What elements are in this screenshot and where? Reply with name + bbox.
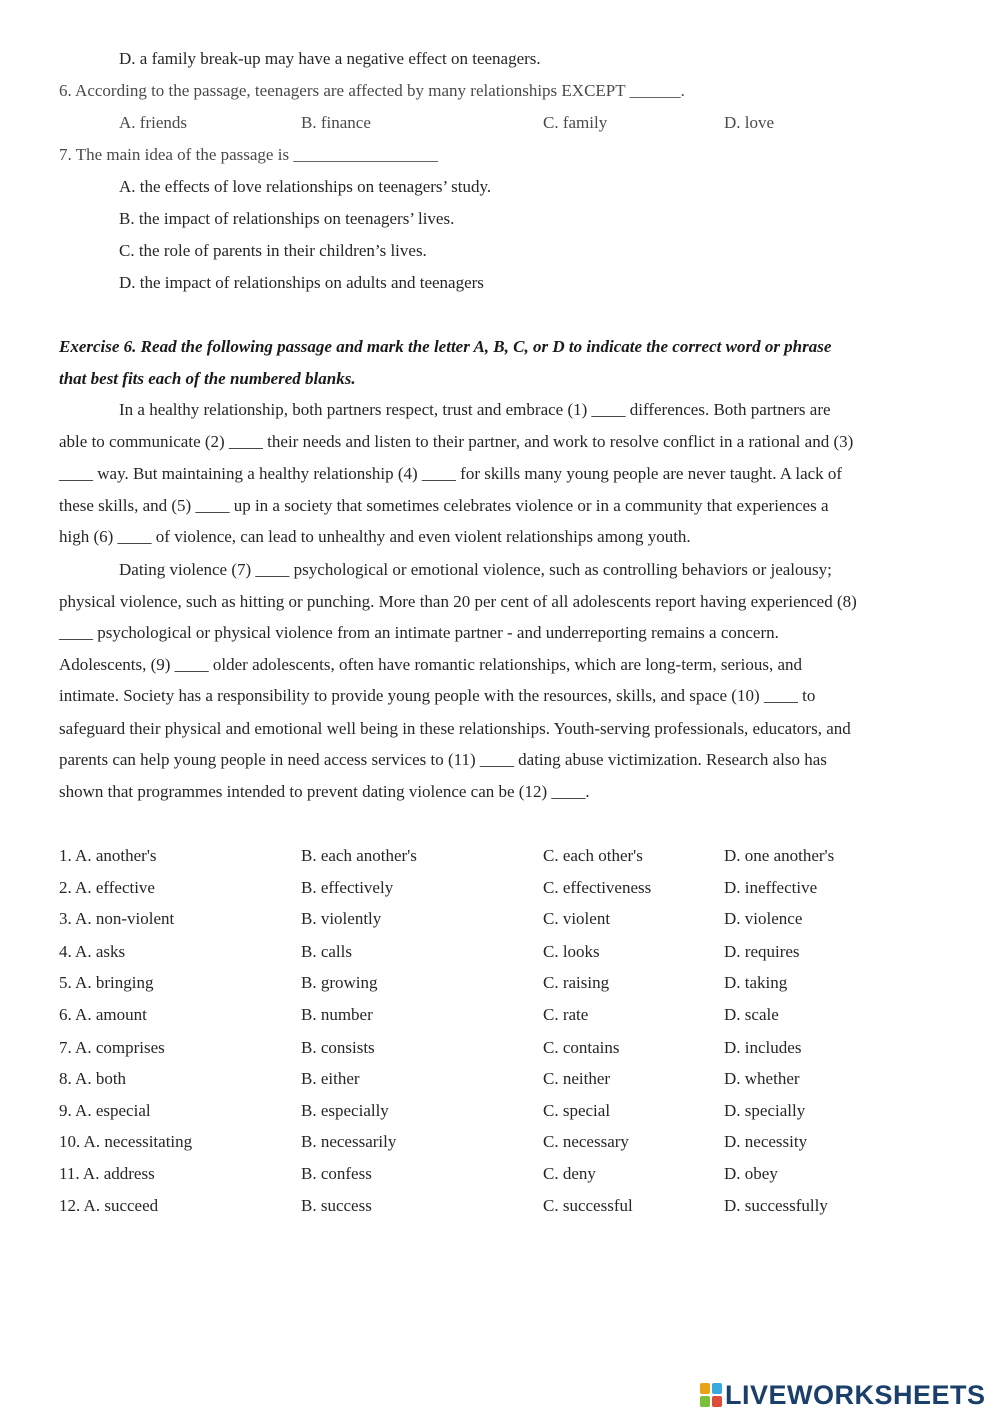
- answer-option[interactable]: 3. A. non-violent: [59, 909, 175, 928]
- answer-option[interactable]: C. violent: [543, 909, 611, 928]
- passage-line: ____ psychological or physical violence from an intimate partner - and underreporting remains a concern.: [59, 623, 779, 642]
- answer-option[interactable]: D. scale: [724, 1005, 779, 1024]
- answer-option[interactable]: B. success: [301, 1196, 372, 1215]
- liveworksheets-logo-text: LIVEWORKSHEETS: [725, 1379, 986, 1410]
- answer-option[interactable]: 2. A. effective: [59, 878, 155, 897]
- liveworksheets-logo-icon: [700, 1383, 722, 1407]
- q6-stem: 6. According to the passage, teenagers are affected by many relationships EXCEPT ______.: [59, 81, 685, 100]
- answer-option[interactable]: C. contains: [543, 1038, 620, 1057]
- answer-option[interactable]: B. each another's: [301, 846, 417, 865]
- exercise6-instruction-line1: Exercise 6. Read the following passage and mark the letter A, B, C, or D to indicate the correct word or phrase: [59, 337, 832, 356]
- answer-option[interactable]: B. effectively: [301, 878, 394, 897]
- answer-option[interactable]: 9. A. especial: [59, 1101, 151, 1120]
- answer-option[interactable]: 8. A. both: [59, 1069, 127, 1088]
- passage-line: ____ way. But maintaining a healthy relationship (4) ____ for skills many young people are never taught. A lack of: [59, 464, 843, 483]
- answer-option[interactable]: C. raising: [543, 973, 610, 992]
- answer-option[interactable]: C. rate: [543, 1005, 589, 1024]
- answer-option[interactable]: C. effectiveness: [543, 878, 652, 897]
- answer-option[interactable]: D. includes: [724, 1038, 802, 1057]
- answer-option[interactable]: B. violently: [301, 909, 382, 928]
- answer-row-6: [0, 1005, 1000, 1027]
- answer-row-9: [0, 1101, 1000, 1123]
- answer-option[interactable]: C. looks: [543, 942, 600, 961]
- answer-option[interactable]: 4. A. asks: [59, 942, 126, 961]
- answer-row-8: [0, 1069, 1000, 1091]
- answer-option[interactable]: D. obey: [724, 1164, 778, 1183]
- answer-option[interactable]: 5. A. bringing: [59, 973, 154, 992]
- liveworksheets-logo[interactable]: [700, 1380, 986, 1410]
- answer-option[interactable]: C. deny: [543, 1164, 596, 1183]
- answer-option[interactable]: B. growing: [301, 973, 378, 992]
- answer-option[interactable]: B. especially: [301, 1101, 389, 1120]
- answer-option[interactable]: B. calls: [301, 942, 352, 961]
- q7-option-d[interactable]: D. the impact of relationships on adults and teenagers: [119, 273, 484, 292]
- answer-option[interactable]: B. number: [301, 1005, 373, 1024]
- answer-row-3: [0, 909, 1000, 931]
- exercise6-instruction-line2: that best fits each of the numbered blanks.: [59, 369, 356, 388]
- passage-line: shown that programmes intended to prevent dating violence can be (12) ____.: [59, 782, 590, 801]
- answer-option[interactable]: D. specially: [724, 1101, 806, 1120]
- answer-option[interactable]: B. confess: [301, 1164, 372, 1183]
- answer-option[interactable]: D. requires: [724, 942, 800, 961]
- answer-option[interactable]: B. necessarily: [301, 1132, 397, 1151]
- answer-option[interactable]: B. consists: [301, 1038, 375, 1057]
- passage-line: In a healthy relationship, both partners respect, trust and embrace (1) ____ differences. Both partners are: [119, 400, 831, 419]
- q7-option-b[interactable]: B. the impact of relationships on teenagers’ lives.: [119, 209, 455, 228]
- q6-option-c[interactable]: C. family: [543, 113, 608, 132]
- answer-option[interactable]: 6. A. amount: [59, 1005, 147, 1024]
- answer-option[interactable]: B. either: [301, 1069, 360, 1088]
- answer-row-10: [0, 1132, 1000, 1154]
- answer-option[interactable]: D. violence: [724, 909, 803, 928]
- answer-option[interactable]: 1. A. another's: [59, 846, 157, 865]
- answer-option[interactable]: 11. A. address: [59, 1164, 155, 1183]
- passage-line: parents can help young people in need access services to (11) ____ dating abuse victimization. Research also has: [59, 750, 827, 769]
- answer-option[interactable]: 10. A. necessitating: [59, 1132, 193, 1151]
- logo-square: [700, 1396, 710, 1407]
- logo-square: [712, 1383, 722, 1394]
- answer-row-7: [0, 1038, 1000, 1060]
- answer-row-11: [0, 1164, 1000, 1186]
- passage-line: physical violence, such as hitting or punching. More than 20 per cent of all adolescents report having experienced (8): [59, 592, 857, 611]
- passage-line: these skills, and (5) ____ up in a society that sometimes celebrates violence or in a community that experiences a: [59, 496, 829, 515]
- passage-line: Dating violence (7) ____ psychological or emotional violence, such as controlling behaviors or jealousy;: [119, 560, 832, 579]
- passage-line: safeguard their physical and emotional well being in these relationships. Youth-serving professionals, educators, and: [59, 719, 851, 738]
- answer-row-2: [0, 878, 1000, 900]
- q7-stem: 7. The main idea of the passage is _________________: [59, 145, 438, 164]
- answer-row-4: [0, 942, 1000, 964]
- answer-option[interactable]: C. neither: [543, 1069, 611, 1088]
- q5-option-d: D. a family break-up may have a negative effect on teenagers.: [119, 49, 541, 68]
- passage-line: Adolescents, (9) ____ older adolescents, often have romantic relationships, which are long-term, serious, and: [59, 655, 803, 674]
- logo-square: [712, 1396, 722, 1407]
- answer-option[interactable]: 7. A. comprises: [59, 1038, 165, 1057]
- answer-row-12: [0, 1196, 1000, 1218]
- logo-square: [700, 1383, 710, 1394]
- answer-option[interactable]: D. taking: [724, 973, 788, 992]
- answer-option[interactable]: D. ineffective: [724, 878, 818, 897]
- answer-option[interactable]: 12. A. succeed: [59, 1196, 159, 1215]
- q6-option-b[interactable]: B. finance: [301, 113, 371, 132]
- q7-option-c[interactable]: C. the role of parents in their children’s lives.: [119, 241, 427, 260]
- answer-option[interactable]: D. necessity: [724, 1132, 808, 1151]
- q6-option-d[interactable]: D. love: [724, 113, 775, 132]
- q6-option-a[interactable]: A. friends: [119, 113, 187, 132]
- answer-option[interactable]: D. whether: [724, 1069, 800, 1088]
- answer-option[interactable]: D. one another's: [724, 846, 835, 865]
- passage-line: high (6) ____ of violence, can lead to unhealthy and even violent relationships among youth.: [59, 527, 691, 546]
- answer-option[interactable]: C. successful: [543, 1196, 633, 1215]
- answer-row-1: [0, 846, 1000, 868]
- answer-option[interactable]: D. successfully: [724, 1196, 828, 1215]
- answer-row-5: [0, 973, 1000, 995]
- answer-option[interactable]: C. each other's: [543, 846, 643, 865]
- answer-option[interactable]: C. necessary: [543, 1132, 629, 1151]
- answer-option[interactable]: C. special: [543, 1101, 611, 1120]
- passage-line: able to communicate (2) ____ their needs and listen to their partner, and work to resolve conflict in a rational and (3): [59, 432, 854, 451]
- q7-option-a[interactable]: A. the effects of love relationships on teenagers’ study.: [119, 177, 492, 196]
- passage-line: intimate. Society has a responsibility to provide young people with the resources, skills, and space (10) ____ to: [59, 686, 816, 705]
